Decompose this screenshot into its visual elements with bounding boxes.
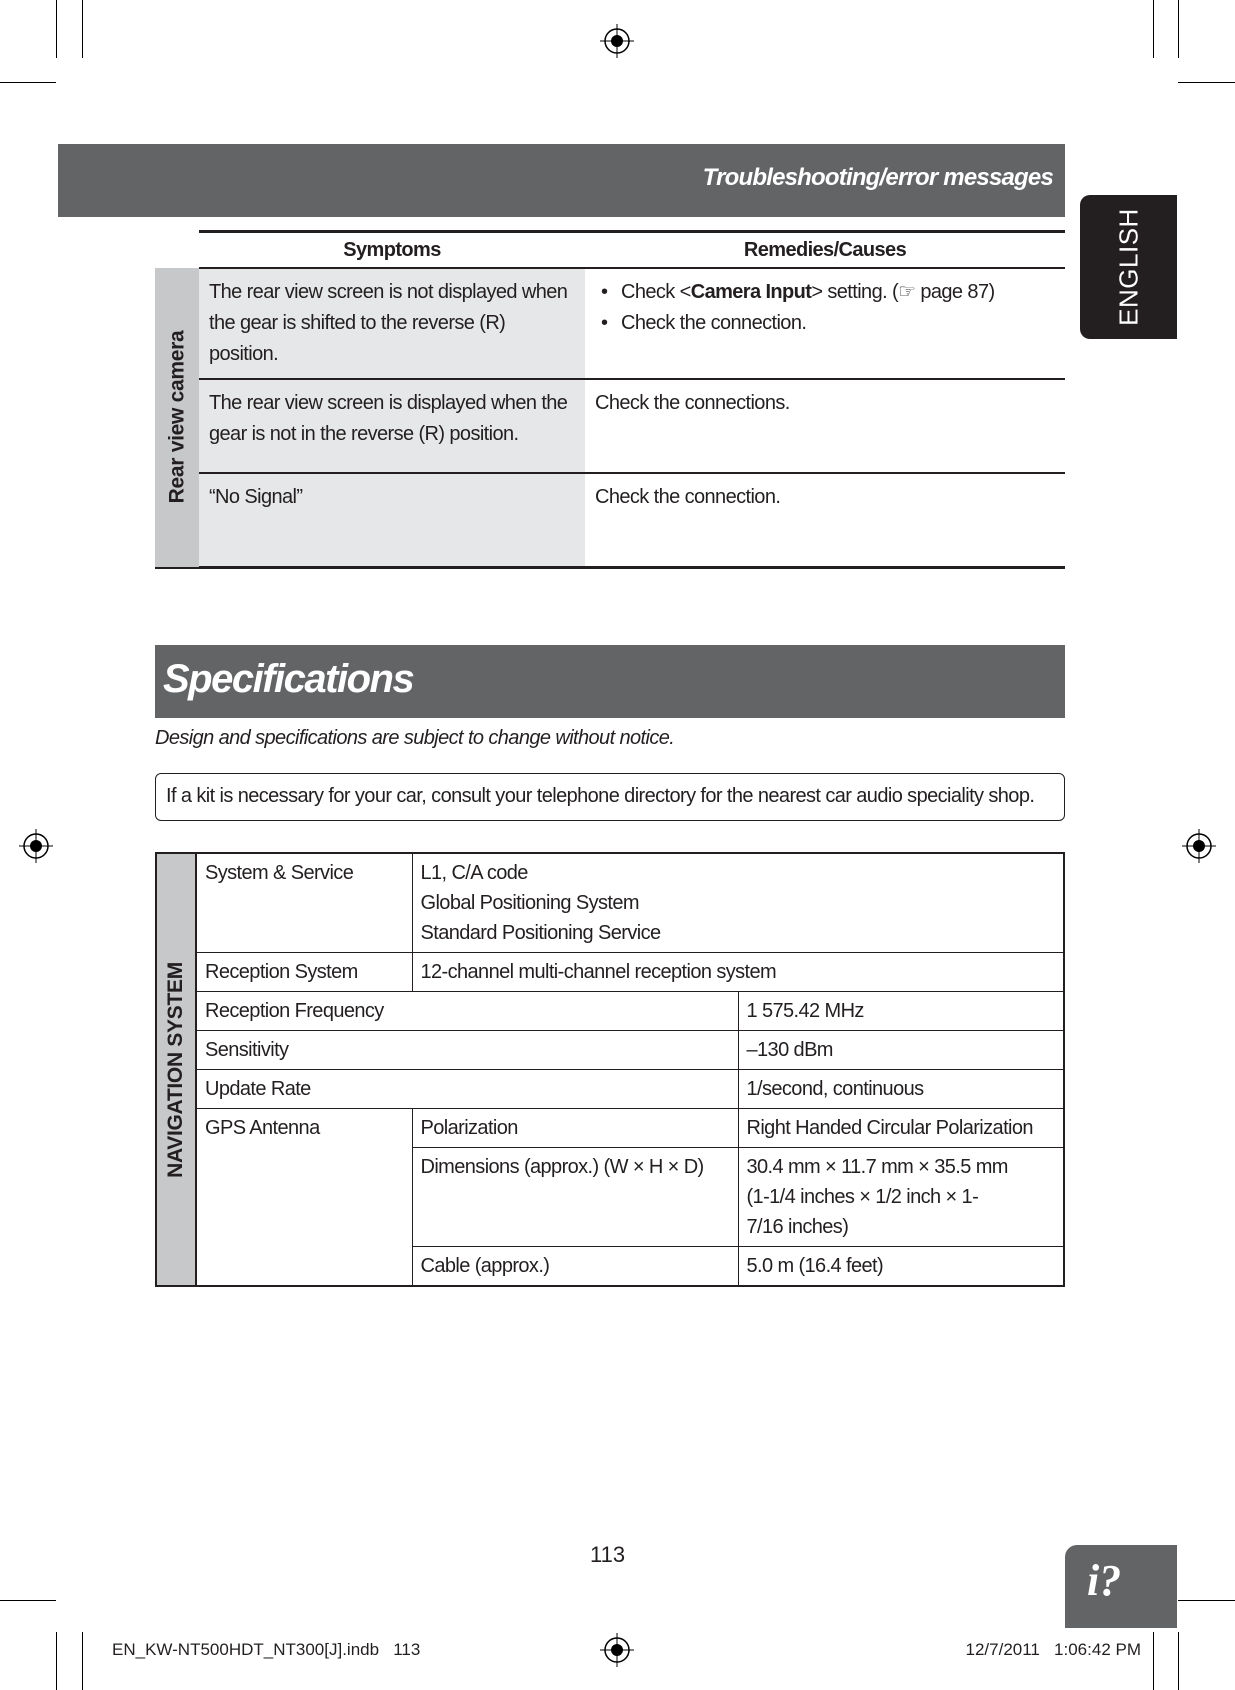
spec-value-line: 30.4 mm × 11.7 mm × 35.5 mm	[746, 1156, 1008, 1178]
specifications-note: Design and specifications are subject to change without notice.	[155, 727, 675, 749]
spec-value	[412, 853, 1064, 953]
spec-label: Update Rate	[196, 1070, 738, 1109]
column-header-remedies: Remedies/Causes	[585, 232, 1065, 269]
table-row	[155, 268, 1065, 379]
specifications-title: Specifications	[163, 657, 414, 701]
section-side-label-cell	[155, 268, 199, 568]
registration-mark-icon	[19, 829, 53, 863]
crop-mark	[0, 1600, 56, 1601]
symptom-cell: “No Signal”	[199, 473, 585, 568]
spec-value-line: (1-1/4 inches × 1/2 inch × 1-	[746, 1186, 979, 1208]
spec-label: Reception System	[196, 953, 412, 992]
section-header-band	[58, 144, 1065, 217]
remedy-text: Check <	[621, 281, 691, 303]
section-side-label: NAVIGATION SYSTEM	[164, 961, 187, 1178]
specifications-table	[155, 852, 1065, 1287]
crop-mark	[56, 1632, 57, 1690]
spec-value	[738, 1148, 1064, 1247]
remedy-cell	[585, 268, 1065, 379]
troubleshooting-table	[155, 230, 1065, 569]
list-item: • Check the connection.	[595, 308, 1055, 339]
help-tab	[1065, 1545, 1177, 1628]
spec-value-line: Standard Positioning Service	[420, 922, 661, 944]
kit-notice-box	[155, 773, 1065, 821]
page-number: 113	[590, 1542, 626, 1567]
crop-mark	[1178, 1600, 1235, 1601]
spec-value: 12-channel multi-channel reception system	[412, 953, 1064, 992]
table-row	[156, 992, 1064, 1031]
spec-sublabel: Polarization	[412, 1109, 738, 1148]
table-row	[156, 1109, 1064, 1148]
remedy-cell: Check the connections.	[585, 379, 1065, 473]
crop-mark	[0, 82, 56, 83]
spec-value-line: 7/16 inches)	[746, 1216, 849, 1238]
spec-value: 5.0 m (16.4 feet)	[738, 1247, 1064, 1287]
table-header-row	[155, 232, 1065, 269]
registration-mark-icon	[1182, 829, 1216, 863]
crop-mark	[1153, 0, 1154, 58]
remedy-page-reference: > setting. (☞ page 87)	[811, 281, 995, 303]
registration-mark-icon	[600, 1633, 634, 1667]
help-icon: i?	[1087, 1556, 1122, 1605]
symptom-cell: The rear view screen is not displayed when the gear is shifted to the reverse (R) position.	[199, 268, 585, 379]
remedy-setting-name: Camera Input	[690, 281, 812, 303]
remedy-text: Check the connection.	[621, 312, 807, 334]
crop-mark	[1178, 82, 1235, 83]
specifications-header-band	[155, 645, 1065, 718]
spec-sublabel: Dimensions (approx.) (W × H × D)	[412, 1148, 738, 1247]
table-row	[156, 853, 1064, 953]
table-row	[155, 379, 1065, 473]
crop-mark	[56, 0, 57, 58]
remedy-cell: Check the connection.	[585, 473, 1065, 568]
section-header-title: Troubleshooting/error messages	[702, 164, 1053, 191]
spec-value-line: Global Positioning System	[420, 892, 639, 914]
spec-label: Sensitivity	[196, 1031, 738, 1070]
spec-value: 1/second, continuous	[738, 1070, 1064, 1109]
list-item: • Check <Camera Input> setting. (☞ page 87)	[601, 281, 995, 303]
table-row	[156, 1031, 1064, 1070]
crop-mark	[1178, 0, 1179, 58]
spec-value: Right Handed Circular Polarization	[738, 1109, 1064, 1148]
crop-mark	[1178, 1632, 1179, 1690]
print-file-name: EN_KW-NT500HDT_NT300[J].indb 113	[112, 1640, 421, 1659]
column-header-symptoms: Symptoms	[199, 232, 585, 269]
language-tab-label: ENGLISH	[1113, 208, 1143, 326]
language-tab	[1080, 195, 1177, 339]
spec-label: Reception Frequency	[196, 992, 738, 1031]
table-row	[156, 1070, 1064, 1109]
spec-sublabel: Cable (approx.)	[412, 1247, 738, 1287]
table-header-spacer	[155, 232, 199, 269]
section-side-label: Rear view camera	[165, 330, 189, 504]
section-side-label-cell	[156, 853, 196, 1286]
kit-notice-text: If a kit is necessary for your car, consult your telephone directory for the nearest car audio speciality shop.	[166, 785, 1035, 807]
crop-mark	[82, 1632, 83, 1690]
spec-value: –130 dBm	[738, 1031, 1064, 1070]
symptom-cell: The rear view screen is displayed when the gear is not in the reverse (R) position.	[199, 379, 585, 473]
spec-label: GPS Antenna	[196, 1109, 412, 1287]
spec-label: System & Service	[196, 853, 412, 953]
spec-value-line: L1, C/A code	[420, 862, 528, 884]
registration-mark-icon	[600, 24, 634, 58]
print-timestamp: 12/7/2011 1:06:42 PM	[965, 1640, 1141, 1659]
table-row	[155, 473, 1065, 568]
crop-mark	[82, 0, 83, 58]
spec-value: 1 575.42 MHz	[738, 992, 1064, 1031]
crop-mark	[1153, 1632, 1154, 1690]
table-row	[156, 953, 1064, 992]
